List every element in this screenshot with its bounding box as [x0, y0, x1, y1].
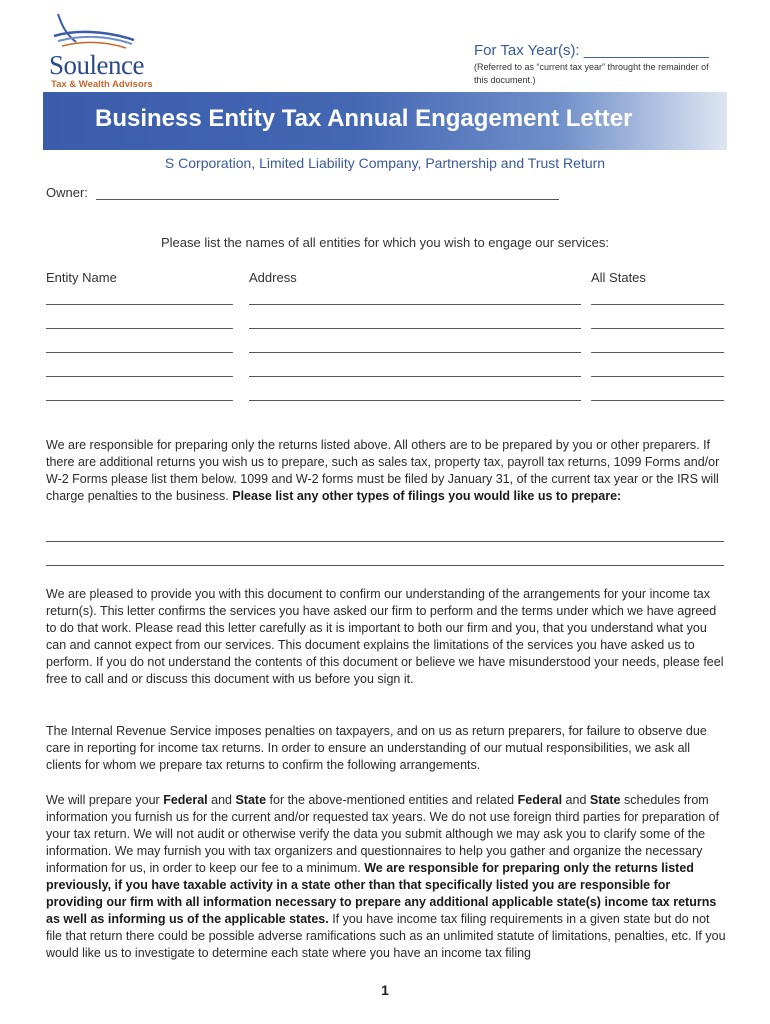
paragraph-text: and [562, 793, 590, 807]
all-states-field[interactable] [591, 328, 724, 329]
all-states-field[interactable] [591, 400, 724, 401]
paragraph-text: We will prepare your [46, 793, 164, 807]
all-states-field[interactable] [591, 352, 724, 353]
paragraph-text: If you have income tax filing requirements in a given state but do not file that return there could be possible adverse ramifications such as an unlimited statute of limitations, penalties, etc. If you would like us to investigate to determine each state where you have an income tax filing [46, 912, 726, 960]
paragraph-bold-text: Federal [517, 793, 563, 807]
paragraph-bold-text: State [235, 793, 267, 807]
column-header-address: Address [249, 270, 297, 285]
paragraph-bold-text: Please list any other types of filings you would like us to prepare: [232, 489, 622, 503]
company-logo [44, 12, 174, 90]
tax-year-field[interactable]: For Tax Year(s): _______________ [474, 42, 709, 59]
logo-tagline: Tax & Wealth Advisors [51, 79, 153, 90]
paragraph-bold-text: Federal [163, 793, 208, 807]
page-title: Business Entity Tax Annual Engagement Letter [95, 105, 633, 132]
title-banner [43, 92, 727, 150]
paragraph-bold-text: We are responsible for preparing only the returns listed previously, if you have taxable activity in a state other than that specifically listed you are responsible for providing our firm with all information necessary to prepare any additional applicable state(s) income tax returns as well as informing us of the applicable states. [46, 861, 717, 926]
paragraph-text: schedules from information you furnish us for the current and/or requested tax years. We do not use foreign third parties for preparation of your tax return. We will not audit or otherwise verify the data you submit although we may ask you to clarify some of the information. We may furnish you with tax organizers and questionnaires to help you gather and organize the necessary information for us, in order to keep our fee to a minimum. [46, 793, 720, 875]
all-states-field[interactable] [591, 304, 724, 305]
entity-name-field[interactable] [46, 352, 233, 353]
entity-name-field[interactable] [46, 376, 233, 377]
other-filings-line-2[interactable] [46, 565, 724, 566]
all-states-field[interactable] [591, 376, 724, 377]
address-field[interactable] [249, 400, 581, 401]
owner-label: Owner: [46, 185, 88, 200]
other-filings-line-1[interactable] [46, 541, 724, 542]
paragraph-text: and [207, 793, 236, 807]
owner-field[interactable] [96, 199, 559, 200]
address-field[interactable] [249, 376, 581, 377]
entity-name-field[interactable] [46, 304, 233, 305]
entity-name-field[interactable] [46, 328, 233, 329]
page-number: 1 [381, 982, 389, 998]
address-field[interactable] [249, 352, 581, 353]
entity-instruction: Please list the names of all entities for which you wish to engage our services: [160, 235, 609, 250]
paragraph-text: for the above-mentioned entities and related [266, 793, 518, 807]
paragraph-purpose: We are pleased to provide you with this document to confirm our understanding of the arrangements for your income tax return(s). This letter confirms the services you have asked our firm to perform and the terms under which we have agreed to do that work. Please read this letter carefully as it is important to both our firm and you, that you understand what you can and cannot expect from our services. This document explains the limitations of the services you have asked us to perform. If you do not understand the contents of this document or believe we have misunderstood your needs, please feel free to call and or discuss this document with us before you sign it. [46, 587, 724, 686]
paragraph-text: We are responsible for preparing only the returns listed above. All others are to be prepared by you or other preparers. If there are additional returns you wish us to prepare, such as sales tax, property tax, payroll tax returns, 1099 Forms and/or W-2 Forms please list them below. 1099 and W-2 forms must be filed by January 31, of the current tax year or the IRS will charge penalties to the business. [46, 438, 720, 503]
column-header-all-states: All States [591, 270, 646, 285]
tax-year-note: (Referred to as “current tax year” throught the remainder of this document.) [474, 62, 709, 85]
address-field[interactable] [249, 304, 581, 305]
subtitle: S Corporation, Limited Liability Company, Partnership and Trust Return [164, 155, 606, 171]
address-field[interactable] [249, 328, 581, 329]
paragraph-irs-penalties: The Internal Revenue Service imposes penalties on taxpayers, and on us as return preparers, for failure to observe due care in reporting for income tax returns. In order to ensure an understanding of our mutual responsibilities, we ask all clients for whom we prepare tax returns to confirm the following arrangements. [46, 724, 707, 772]
entity-name-field[interactable] [46, 400, 233, 401]
paragraph-responsibility [46, 437, 726, 505]
paragraph-preparation [46, 792, 726, 962]
column-header-entity-name: Entity Name [46, 270, 117, 285]
logo-name: Soulence [49, 50, 144, 80]
paragraph-bold-text: State [589, 793, 621, 807]
